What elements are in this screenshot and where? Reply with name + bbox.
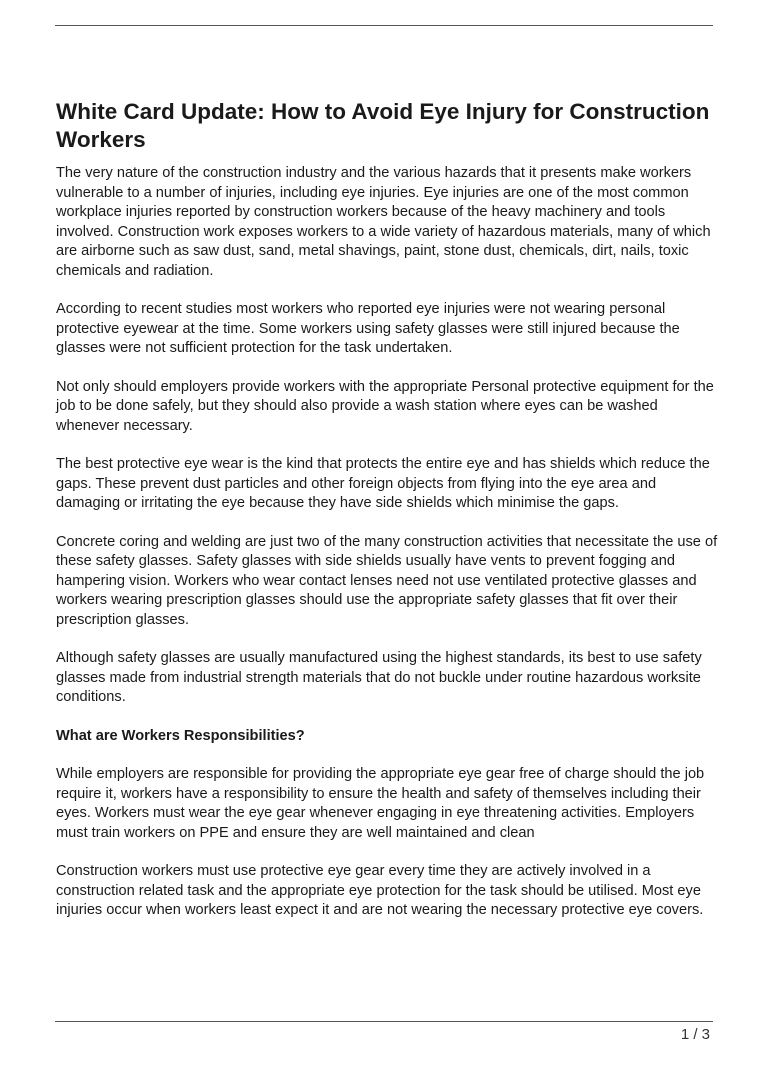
paragraph: While employers are responsible for providing the appropriate eye gear free of charge should the job require it, workers have a responsibility to ensure the health and safety of themselves including their eyes. Workers must wear the eye gear whenever engaging in eye threatening activities. Employers must train workers on PPE and ensure they are well maintained and clean <box>56 766 705 841</box>
paragraph: According to recent studies most workers who reported eye injuries were not wearing personal protective eyewear at the time. Some workers using safety glasses were still injured because the glasses were not sufficient protection for the task undertaken. <box>56 301 680 356</box>
document-title: White Card Update: How to Avoid Eye Injury for Construction Workers <box>56 99 710 152</box>
header-divider <box>55 25 713 26</box>
document-body <box>56 98 722 940</box>
paragraph: Concrete coring and welding are just two of the many construction activities that necessitate the use of these safety glasses. Safety glasses with side shields usually have vents to prevent fogging and hampering vision. Workers who wear contact lenses need not use ventilated protective glasses and workers wearing prescription glasses should use the appropriate safety glasses that fit over their prescription glasses. <box>56 533 718 628</box>
paragraph: The very nature of the construction industry and the various hazards that it presents make workers vulnerable to a number of injuries, including eye injuries. Eye injuries are one of the most common workplace injuries reported by construction workers because of the heavy machinery and tools involved. Construction work exposes workers to a wide variety of hazardous materials, many of which are airborne such as saw dust, sand, metal shavings, paint, stone dust, chemicals, dirt, nails, toxic chemicals and radiation. <box>56 165 711 279</box>
page-number: 1 / 3 <box>680 1026 710 1043</box>
footer-divider <box>55 1021 713 1022</box>
paragraph: Although safety glasses are usually manufactured using the highest standards, its best to use safety glasses made from industrial strength materials that do not buckle under routine hazardous worksite conditions. <box>56 650 702 705</box>
paragraph: The best protective eye wear is the kind that protects the entire eye and has shields which reduce the gaps. These prevent dust particles and other foreign objects from flying into the eye area and damaging or irritating the eye because they have side shields which minimise the gaps. <box>56 456 710 511</box>
paragraph: Not only should employers provide workers with the appropriate Personal protective equipment for the job to be done safely, but they should also provide a wash station where eyes can be washed whenever necessary. <box>56 378 714 434</box>
paragraph: Construction workers must use protective eye gear every time they are actively involved in a construction related task and the appropriate eye protection for the task should be utilised. Most eye injuries occur when workers least expect it and are not wearing the necessary protective eye covers. <box>56 863 704 918</box>
section-heading: What are Workers Responsibilities? <box>56 727 305 744</box>
